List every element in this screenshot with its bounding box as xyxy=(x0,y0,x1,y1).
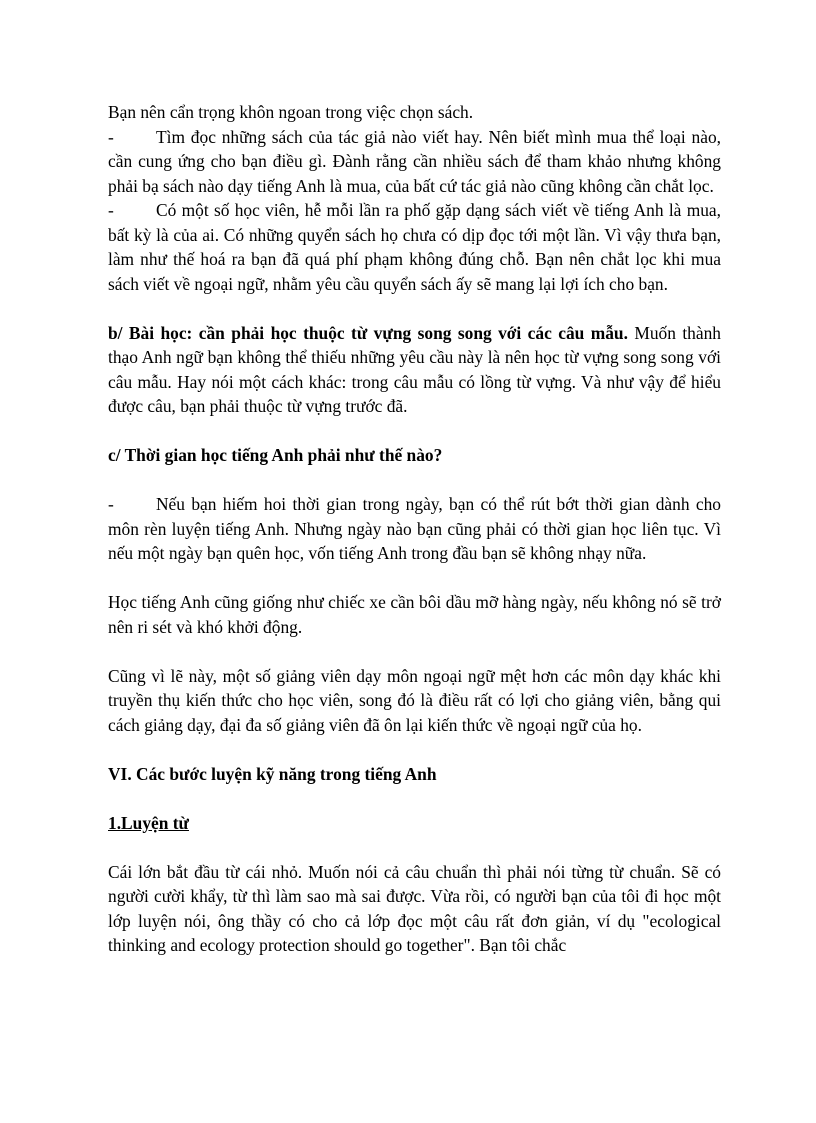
section-b-title: b/ Bài học: cần phải học thuộc từ vựng song song với các câu mẫu. xyxy=(108,322,628,343)
paragraph-choose-books: Bạn nên cẩn trọng khôn ngoan trong việc chọn sách. xyxy=(108,102,474,122)
paragraph-word-practice: Cái lớn bắt đầu từ cái nhỏ. Muốn nói cả câu chuẩn thì phải nói từng từ chuẩn. Sẽ có người cười khẩy, từ thì làm sao mà sai được. Vừa rồi, có người bạn của tôi đi học một lớp luyện nói, ông thầy có cho cả lớp đọc một câu rất đơn giản, ví dụ "ecological thinking and ecology protection should go together". Bạn tôi chắc xyxy=(108,861,721,955)
bullet-dash: - xyxy=(108,126,114,147)
spacer xyxy=(108,468,721,493)
bullet-students-buy-books xyxy=(108,198,721,296)
document-page xyxy=(108,100,721,958)
bullet-read-good-authors xyxy=(108,125,721,199)
section-1-title: 1.Luyện từ xyxy=(108,812,189,833)
spacer xyxy=(108,419,721,444)
spacer xyxy=(108,835,721,860)
section-c-title: c/ Thời gian học tiếng Anh phải như thế nào? xyxy=(108,445,443,465)
spacer xyxy=(108,296,721,321)
bullet-text: Nếu bạn hiếm hoi thời gian trong ngày, bạn có thể rút bớt thời gian dành cho môn rèn luyện tiếng Anh. Nhưng ngày nào bạn cũng phải có thời gian học liên tục. Vì nếu một ngày bạn quên học, vốn tiếng Anh trong đầu bạn sẽ không nhạy nữa. xyxy=(108,494,721,563)
bullet-dash: - xyxy=(108,200,114,220)
spacer xyxy=(108,566,721,591)
section-b-text: Muốn thành thạo Anh ngữ bạn không thể thiếu những yêu cầu này là nên học từ vựng song song với câu mẫu. Hay nói một cách khác: trong câu mẫu có lồng từ vựng. Và như vậy để hiểu được câu, bạn phải thuộc từ vựng trước đã. xyxy=(108,322,721,416)
bullet-text: Có một số học viên, hễ mỗi lần ra phố gặp dạng sách viết về tiếng Anh là mua, bất kỳ là của ai. Có những quyển sách họ chưa có dịp đọc tới một lần. Vì vậy thưa bạn, làm như thế hoá ra bạn đã quá phí phạm không đúng chỗ. Bạn nên chắt lọc khi mua sách viết về ngoại ngữ, nhằm yêu cầu quyển sách ấy sẽ mang lại lợi ích cho bạn. xyxy=(108,200,721,294)
spacer xyxy=(108,737,721,762)
section-vi-title: VI. Các bước luyện kỹ năng trong tiếng Anh xyxy=(108,763,437,784)
bullet-text: Tìm đọc những sách của tác giả nào viết hay. Nên biết mình mua thể loại nào, cần cung ứng cho bạn điều gì. Đành rằng cần nhiều sách để tham khảo nhưng không phải bạ sách nào dạy tiếng Anh là mua, của bất cứ tác giả nào cũng không cần chắt lọc. xyxy=(108,126,721,196)
spacer xyxy=(108,639,721,664)
bullet-dash: - xyxy=(108,494,114,514)
paragraph-car-analogy: Học tiếng Anh cũng giống như chiếc xe cần bôi dầu mỡ hàng ngày, nếu không nó sẽ trở nên ri sét và khó khởi động. xyxy=(108,592,721,637)
section-b xyxy=(108,321,721,419)
spacer xyxy=(108,786,721,811)
paragraph-teachers: Cũng vì lẽ này, một số giảng viên dạy môn ngoại ngữ mệt hơn các môn dạy khác khi truyền thụ kiến thức cho học viên, song đó là điều rất có lợi cho giảng viên, bằng qui cách giảng dạy, đại đa số giảng viên đã ôn lại kiến thức về ngoại ngữ của họ. xyxy=(108,665,721,735)
bullet-study-time xyxy=(108,492,721,566)
